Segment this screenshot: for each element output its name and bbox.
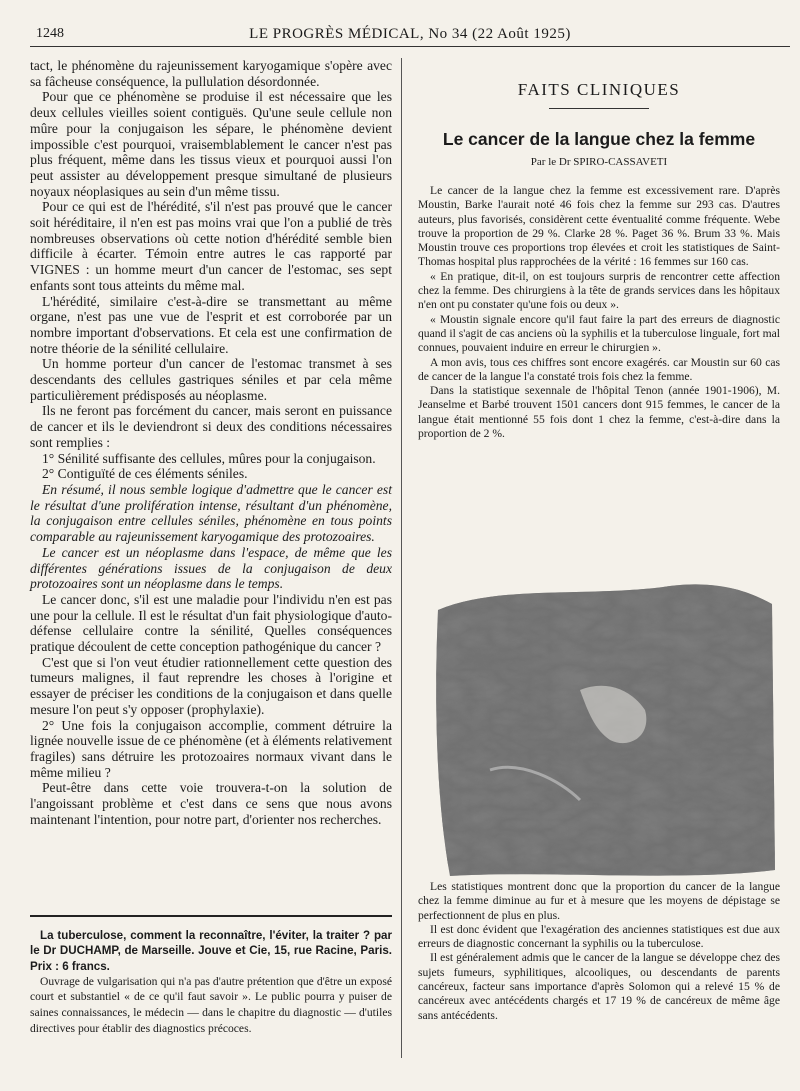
journal-title: LE PROGRÈS MÉDICAL, No 34 (22 Août 1925) bbox=[249, 26, 571, 42]
column-divider bbox=[401, 58, 402, 1058]
italic-paragraph: En résumé, il nous semble logique d'admettre que le cancer est le résultat d'une prolifération intense, résultant d'un phénomène, la conjugaison entre cellules séniles, phénomène en tous points comparable au rajeunissement karyogamique des protozoaires. bbox=[30, 481, 392, 545]
paragraph: 1° Sénilité suffisante des cellules, mûres pour la conjugaison. bbox=[42, 450, 376, 466]
right-column bbox=[418, 58, 780, 441]
paragraph: C'est que si l'on veut étudier rationnellement cette question des tumeurs malignes, il faut reprendre les choses à l'origine et essayer de préciser les conditions de la conjugaison et dans quelle mesure l'on peut s'y opposer (prophylaxie). bbox=[30, 654, 392, 717]
page-number: 1248 bbox=[36, 26, 64, 41]
paragraph: Le cancer donc, s'il est une maladie pour l'individu n'en est pas une pour la cellule. Il est le résultat d'un fait physiologique d'auto-défense cellulaire contre la sénilité, Quelles conséquences pratique découlent de cette conception pathogénique du cancer ? bbox=[30, 591, 392, 655]
running-header bbox=[30, 24, 790, 47]
paragraph: Pour que ce phénomène se produise il est nécessaire que les deux cellules vieilles soient contiguës. Qu'une seule cellule non mûre pour la conjugaison les sépare, le phénomène devient impossible c'est pourquoi, vraisemblablement le cancer n'est pas plus fréquent, même dans les tissus vieux et pourquoi aussi l'on peut assister au développement presque simultané de plusieurs noyaux néoplasiques au sein d'un même tissu. bbox=[30, 89, 392, 199]
article-title: Le cancer de la langue chez la femme bbox=[442, 129, 756, 149]
paragraph: Le cancer de la langue chez la femme est excessivement rare. D'après Moustin, Barke l'aurait noté 46 fois chez la femme sur 293 cas. D'autres auteurs, plus favorisés, considèrent cette éventualité comme fréquente. Webe trouve la proportion de 29 %. Clarke 28 %. Paget 36 %. Brum 33 %. Mais Moustin trouve ces proportions trop élevées et croit les statistiques de Saint-Thomas hospital plus rapprochées de la vérité : 16 femmes sur 160 cas. bbox=[418, 184, 780, 269]
paragraph: tact, le phénomène du rajeunissement karyogamique s'opère avec sa fâcheuse conséquence, la pullulation désordonnée. bbox=[30, 58, 392, 89]
paragraph: « En pratique, dit-il, on est toujours surpris de rencontrer cette affection chez la femme. Des chirurgiens à la tête de grands services dans les hôpitaux n'en ont pu constater qu'une fois ou deux ». bbox=[418, 269, 780, 312]
paragraph: Les statistiques montrent donc que la proportion du cancer de la langue chez la femme diminue au fur et à mesure que les moyens de dépistage se perfectionnent de plus en plus. bbox=[418, 880, 780, 922]
micrograph-image bbox=[430, 570, 775, 880]
paragraph: A mon avis, tous ces chiffres sont encore exagérés. car Moustin sur 60 cas de cancer de la langue l'a constaté trois fois chez la femme. bbox=[418, 355, 780, 383]
paragraph: Ils ne feront pas forcément du cancer, mais seront en puissance de cancer et ils le deviendront si deux des conditions nécessaires sont remplies : bbox=[30, 403, 392, 450]
paragraph: 2° Une fois la conjugaison accomplie, comment détruire la lignée nouvelle issue de ce phénomène (et à éléments relativement fragiles) sans détruire les protozoaires normaux vivant dans le même milieu ? bbox=[30, 717, 392, 780]
paragraph: « Moustin signale encore qu'il faut faire la part des erreurs de diagnostic quand il s'agit de cas anciens où la syphilis et la tuberculose linguale, fort mal connues, pouvaient induire en erreur le chirurgien ». bbox=[418, 312, 780, 355]
section-rule bbox=[549, 108, 649, 109]
paragraph: Il est généralement admis que le cancer de la langue se développe chez des sujets fumeurs, syphilitiques, alcooliques, ou descendants de parents cancéreux, facteur sans importance d'après Solomon qui a relevé 15 % de cancéreux avec antécédents chargés et 17 19 % de cancéreux de même âge sans antécédents. bbox=[418, 951, 780, 1022]
paragraph: Il est donc évident que l'exagération des anciennes statistiques est due aux erreurs de diagnostic concernant la syphilis ou la tuberculose. bbox=[418, 922, 780, 951]
italic-paragraph: Le cancer est un néoplasme dans l'espace, de même que les différentes générations issues de la conjugaison de deux protozoaires sont un néoplasme dans le temps. bbox=[30, 544, 392, 592]
paragraph: 2° Contiguïté de ces éléments séniles. bbox=[42, 466, 248, 482]
review-title: La tuberculose, comment la reconnaître, l'éviter, la traiter ? par le Dr DUCHAMP, de Marseille. Jouve et Cie, 15, rue Racine, Paris. Prix : 6 francs. bbox=[30, 929, 392, 973]
continued-text bbox=[418, 880, 780, 1023]
paragraph: Peut-être dans cette voie trouvera-t-on la solution de l'angoissant problème et c'est dans ce sens que nous avons maintenant l'intention, pour notre part, d'orienter nos recherches. bbox=[30, 780, 392, 827]
paragraph: Un homme porteur d'un cancer de l'estomac transmet à ses descendants des cellules gastriques séniles et par cela même particulièrement prédisposés au néoplasme. bbox=[30, 356, 392, 403]
book-review bbox=[30, 928, 392, 1036]
article-author: Par le Dr SPIRO-CASSAVETI bbox=[530, 156, 668, 168]
article-body bbox=[418, 184, 780, 441]
left-column bbox=[30, 58, 392, 827]
paragraph: Dans la statistique sexennale de l'hôpital Tenon (année 1901-1906), M. Jeanselme et Barbé trouvent 1501 cancers dont 915 femmes, le cancer de la langue était mentionné 55 fois dont 1 chez la femme, c'est-à-dire dans la proportion de 2 %. bbox=[418, 384, 780, 441]
paragraph: Pour ce qui est de l'hérédité, s'il n'est pas prouvé que le cancer soit héréditaire, il n'en est pas moins vrai que l'on a publié de très nombreuses observations où cette notion d'hérédité semble bien difficile à écarter. Témoin entre autres le cas rapporté par VIGNES : un homme meurt d'un cancer de l'estomac, ses sept enfants sont tous atteints du même mal. bbox=[30, 199, 392, 293]
article-body-continued bbox=[418, 880, 780, 1023]
review-note: Ouvrage de vulgarisation qui n'a pas d'autre prétention que d'être un exposé court et substantiel « de ce qu'il faut savoir ». Le public pourra y puiser de saines connaissances, le médecin — dans le chapitre du diagnostic — d'utiles directives pour établir des diagnostics précoces. bbox=[30, 974, 392, 1035]
micrograph-figure bbox=[430, 570, 775, 880]
section-separator bbox=[30, 915, 392, 917]
paragraph: L'hérédité, similaire c'est-à-dire se transmettant au même organe, n'est pas une vue de l'esprit et est corroborée par un nombre important d'observations. Et cela est une confirmation de notre théorie de la sénilité cellulaire. bbox=[30, 293, 392, 356]
section-heading: FAITS CLINIQUES bbox=[517, 80, 681, 99]
